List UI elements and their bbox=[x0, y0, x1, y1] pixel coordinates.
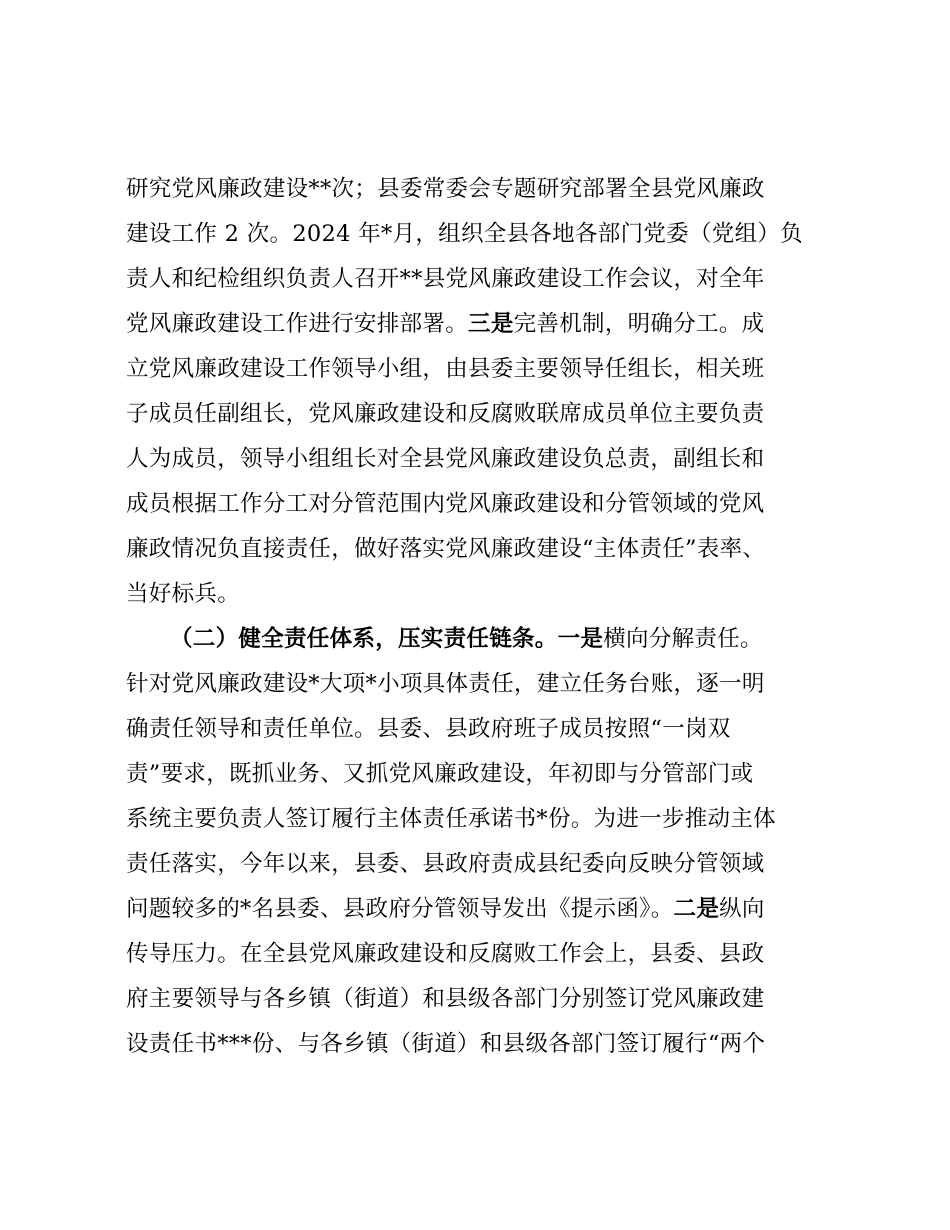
text-segment: 建设工作 2 次。2024 年*月，组织全县各地各部门党委（党组）负 bbox=[126, 221, 803, 247]
text-segment: 责”要求，既抓业务、又抓党风廉政建设，年初即与分管部门或 bbox=[126, 761, 754, 787]
text-segment: 问题较多的*名县委、县政府分管领导发出《提示函》。 bbox=[126, 896, 674, 922]
text-line bbox=[126, 302, 846, 347]
text-line bbox=[126, 167, 846, 212]
bold-text-segment: 二是 bbox=[673, 896, 720, 922]
text-segment: 廉政情况负直接责任，做好落实党风廉政建设“主体责任”表率、 bbox=[126, 536, 766, 562]
text-segment: 党风廉政建设工作进行安排部署。 bbox=[126, 311, 469, 337]
text-line bbox=[126, 932, 846, 977]
text-line bbox=[126, 392, 846, 437]
text-segment: 传导压力。在全县党风廉政建设和反腐败工作会上，县委、县政 bbox=[126, 941, 765, 967]
text-segment: 立党风廉政建设工作领导小组，由县委主要领导任组长，相关班 bbox=[126, 356, 765, 382]
text-segment: 系统主要负责人签订履行主体责任承诺书*份。为进一步推动主体 bbox=[126, 806, 776, 832]
text-segment: 成员根据工作分工对分管范围内党风廉政建设和分管领域的党风 bbox=[126, 491, 765, 517]
text-segment: 纵向 bbox=[719, 896, 765, 922]
text-line bbox=[126, 752, 846, 797]
text-segment: 子成员任副组长，党风廉政建设和反腐败联席成员单位主要负责 bbox=[126, 401, 765, 427]
text-segment: 设责任书***份、与各乡镇（街道）和县级各部门签订履行“两个 bbox=[126, 1031, 766, 1057]
text-line bbox=[126, 437, 846, 482]
text-segment: 确责任领导和责任单位。县委、县政府班子成员按照“一岗双 bbox=[126, 716, 731, 742]
text-line bbox=[126, 797, 846, 842]
text-segment: 完善机制，明确分工。成 bbox=[513, 311, 765, 337]
text-line bbox=[126, 527, 846, 572]
text-line bbox=[126, 1022, 846, 1067]
text-line bbox=[126, 572, 846, 617]
text-segment: 针对党风廉政建设*大项*小项具体责任，建立任务台账，逐一明 bbox=[126, 671, 765, 697]
text-line bbox=[126, 347, 846, 392]
text-segment: 当好标兵。 bbox=[126, 581, 241, 607]
text-segment: 人为成员，领导小组组长对全县党风廉政建设负总责，副组长和 bbox=[126, 446, 765, 472]
text-segment: 研究党风廉政建设**次；县委常委会专题研究部署全县党风廉政 bbox=[126, 176, 765, 202]
text-line bbox=[126, 707, 846, 752]
text-segment: 责任落实，今年以来，县委、县政府责成县纪委向反映分管领域 bbox=[126, 851, 765, 877]
text-line bbox=[126, 257, 846, 302]
document-body bbox=[126, 167, 846, 1067]
bold-text-segment: （二）健全责任体系，压实责任链条。 bbox=[170, 626, 558, 652]
text-segment: 责人和纪检组织负责人召开**县党风廉政建设工作会议，对全年 bbox=[126, 266, 765, 292]
text-line bbox=[126, 662, 846, 707]
text-segment: 府主要领导与各乡镇（街道）和县级各部门分别签订党风廉政建 bbox=[126, 986, 765, 1012]
text-line bbox=[126, 887, 846, 932]
text-line bbox=[126, 212, 846, 257]
bold-text-segment: 一是 bbox=[557, 626, 604, 652]
text-segment: 横向分解责任。 bbox=[603, 626, 763, 652]
text-line bbox=[126, 617, 846, 662]
bold-text-segment: 三是 bbox=[468, 311, 514, 337]
text-line bbox=[126, 482, 846, 527]
text-line bbox=[126, 977, 846, 1022]
text-line bbox=[126, 842, 846, 887]
